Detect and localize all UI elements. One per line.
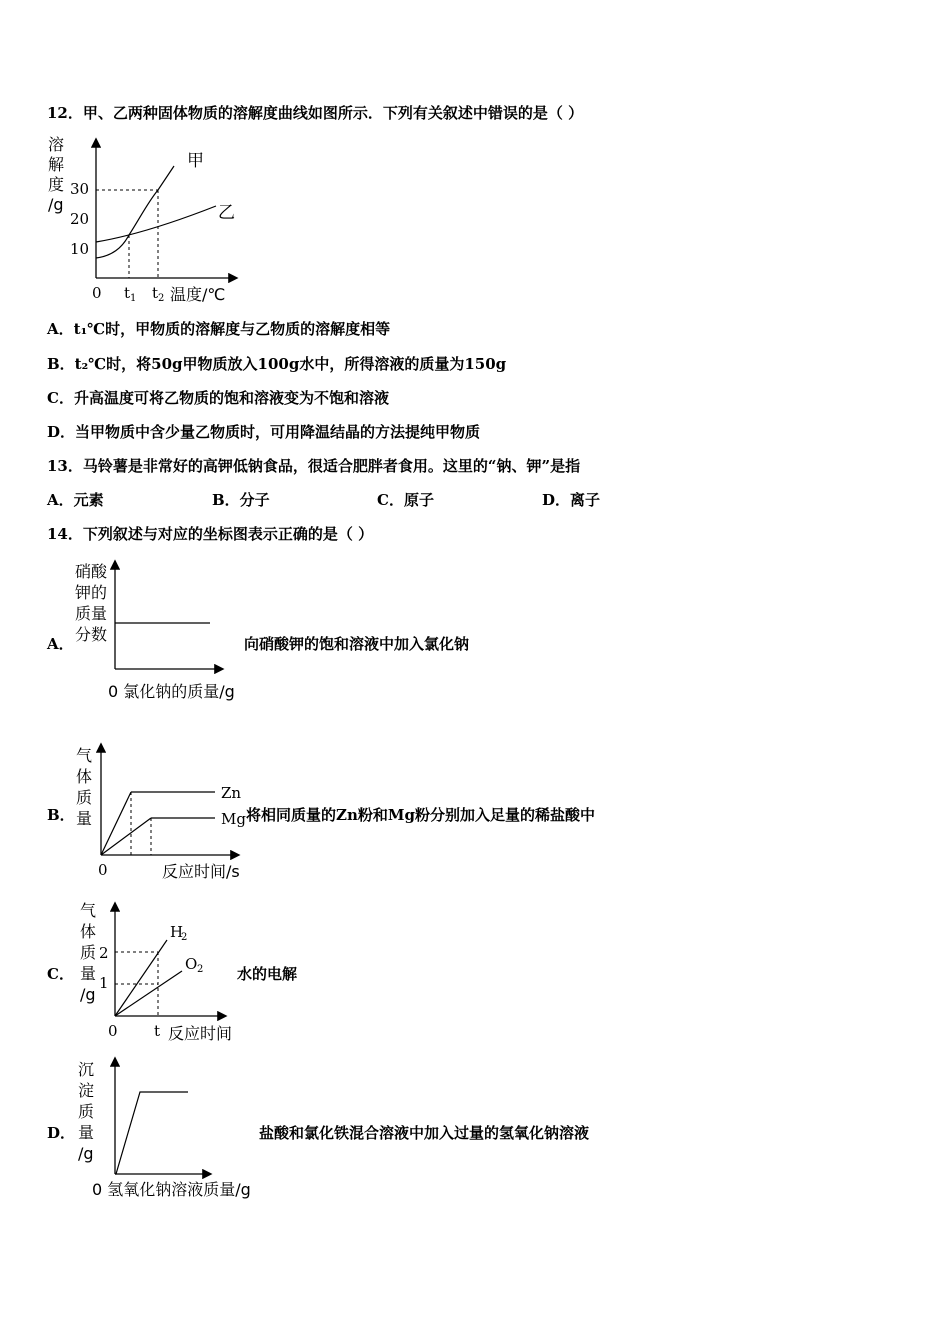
q14-d-ylabel-2: 淀 [78, 1081, 95, 1100]
q14-c-xlabel: 反应时间 [168, 1024, 233, 1043]
q12-option-a: A．t₁℃时，甲物质的溶解度与乙物质的溶解度相等 [47, 320, 391, 338]
q14-c-o2-label: O [185, 955, 198, 973]
q12-ytick-10: 10 [70, 240, 90, 258]
q12-curve-yi [96, 206, 216, 242]
q12-curve-yi-label: 乙 [218, 203, 235, 223]
q14-d-desc: 盐酸和氯化铁混合溶液中加入过量的氢氧化钠溶液 [259, 1124, 590, 1142]
q14-b-mg-line [101, 818, 151, 855]
q12-option-d: D．当甲物质中含少量乙物质时，可用降温结晶的方法提纯甲物质 [47, 423, 481, 441]
q12-x-label: 温度/℃ [170, 285, 226, 304]
q14-c-x-origin: 0 [108, 1022, 118, 1040]
q12-ylabel-2: 解 [48, 155, 65, 174]
q14-stem: 14．下列叙述与对应的坐标图表示正确的是（ ） [47, 525, 374, 543]
q14-c-x-t: t [154, 1022, 161, 1040]
q14-b-chart [70, 740, 260, 885]
q12-stem: 12．甲、乙两种固体物质的溶解度曲线如图所示．下列有关叙述中错误的是（ ） [47, 104, 584, 122]
q14-b-desc: 将相同质量的Zn粉和Mg粉分别加入足量的稀盐酸中 [246, 806, 595, 824]
q14-b-mg-label: Mg [221, 810, 246, 828]
q12-x-t2-sub: 2 [158, 293, 165, 304]
q14-b-ylabel-3: 质 [76, 788, 93, 807]
q13-option-d: D．离子 [542, 491, 601, 509]
q12-curve-jia [96, 166, 174, 258]
q14-option-c-label: C． [47, 965, 74, 983]
q14-c-ylabel-2: 体 [80, 922, 97, 941]
q14-c-h2-line [115, 940, 167, 1016]
q14-b-zn-label: Zn [221, 784, 242, 802]
q12-x-t2: t [152, 284, 159, 302]
q14-d-chart [70, 1055, 270, 1205]
q14-a-xlabel: 0 氯化钠的质量/g [108, 682, 235, 701]
q14-d-ylabel-4: 量 [78, 1123, 95, 1142]
q14-c-ylabel-4: 量 [80, 964, 97, 983]
q14-c-desc: 水的电解 [237, 965, 298, 983]
q14-d-ylabel-3: 质 [78, 1102, 95, 1121]
q12-solubility-chart [40, 130, 260, 310]
q14-a-chart [70, 556, 260, 706]
q12-ylabel-4: /g [48, 195, 64, 214]
q14-c-ytick-1: 1 [99, 974, 109, 992]
q13-option-c: C．原子 [377, 491, 434, 509]
q14-c-h2-label: H [170, 923, 184, 941]
q14-a-desc: 向硝酸钾的饱和溶液中加入氯化钠 [244, 635, 470, 653]
q14-c-h2-sub: 2 [181, 932, 188, 943]
q14-a-ylabel-1: 硝酸 [75, 562, 108, 581]
q14-b-ylabel-2: 体 [76, 767, 93, 786]
q12-ytick-20: 20 [70, 210, 90, 228]
q13-stem: 13．马铃薯是非常好的高钾低钠食品，很适合肥胖者食用。这里的“钠、钾”是指 [47, 457, 581, 475]
q14-b-ylabel-4: 量 [76, 809, 93, 828]
q14-c-o2-line [115, 971, 182, 1016]
q12-ytick-30: 30 [70, 180, 90, 198]
q14-c-chart [70, 896, 260, 1046]
q14-b-ylabel-1: 气 [76, 746, 93, 765]
q12-x-origin: 0 [92, 284, 102, 302]
q14-c-ylabel-3: 质 [80, 943, 97, 962]
q12-curve-jia-label: 甲 [187, 151, 204, 171]
q14-b-zn-line [101, 792, 131, 855]
q12-option-c: C．升高温度可将乙物质的饱和溶液变为不饱和溶液 [47, 389, 389, 407]
q12-ylabel-3: 度 [48, 175, 65, 194]
q14-c-o2-sub: 2 [197, 964, 204, 975]
q12-x-t1: t [124, 284, 131, 302]
q14-option-b-label: B． [47, 806, 75, 824]
q14-a-ylabel-2: 钾的 [75, 583, 108, 602]
q13-option-a: A．元素 [47, 491, 104, 509]
q12-ylabel-1: 溶 [48, 135, 65, 154]
q14-b-xlabel: 反应时间/s [162, 862, 240, 881]
q14-a-ylabel-3: 质量 [75, 604, 108, 623]
q14-b-x-origin: 0 [98, 861, 108, 879]
q14-a-ylabel-4: 分数 [75, 625, 108, 644]
q14-option-d-label: D． [47, 1124, 76, 1142]
q12-x-t1-sub: 1 [130, 293, 137, 304]
q13-option-b: B．分子 [212, 491, 270, 509]
q14-d-ylabel-1: 沉 [78, 1060, 95, 1079]
q14-d-line [115, 1092, 188, 1174]
q12-option-b: B．t₂℃时，将50g甲物质放入100g水中，所得溶液的质量为150g [47, 355, 507, 373]
q14-c-ylabel-5: /g [80, 985, 96, 1004]
q14-c-ytick-2: 2 [99, 944, 109, 962]
q14-option-a-label: A． [47, 635, 74, 653]
q14-c-ylabel-1: 气 [80, 901, 97, 920]
q14-d-ylabel-5: /g [78, 1144, 94, 1163]
q14-d-xlabel: 0 氢氧化钠溶液质量/g [92, 1180, 251, 1199]
